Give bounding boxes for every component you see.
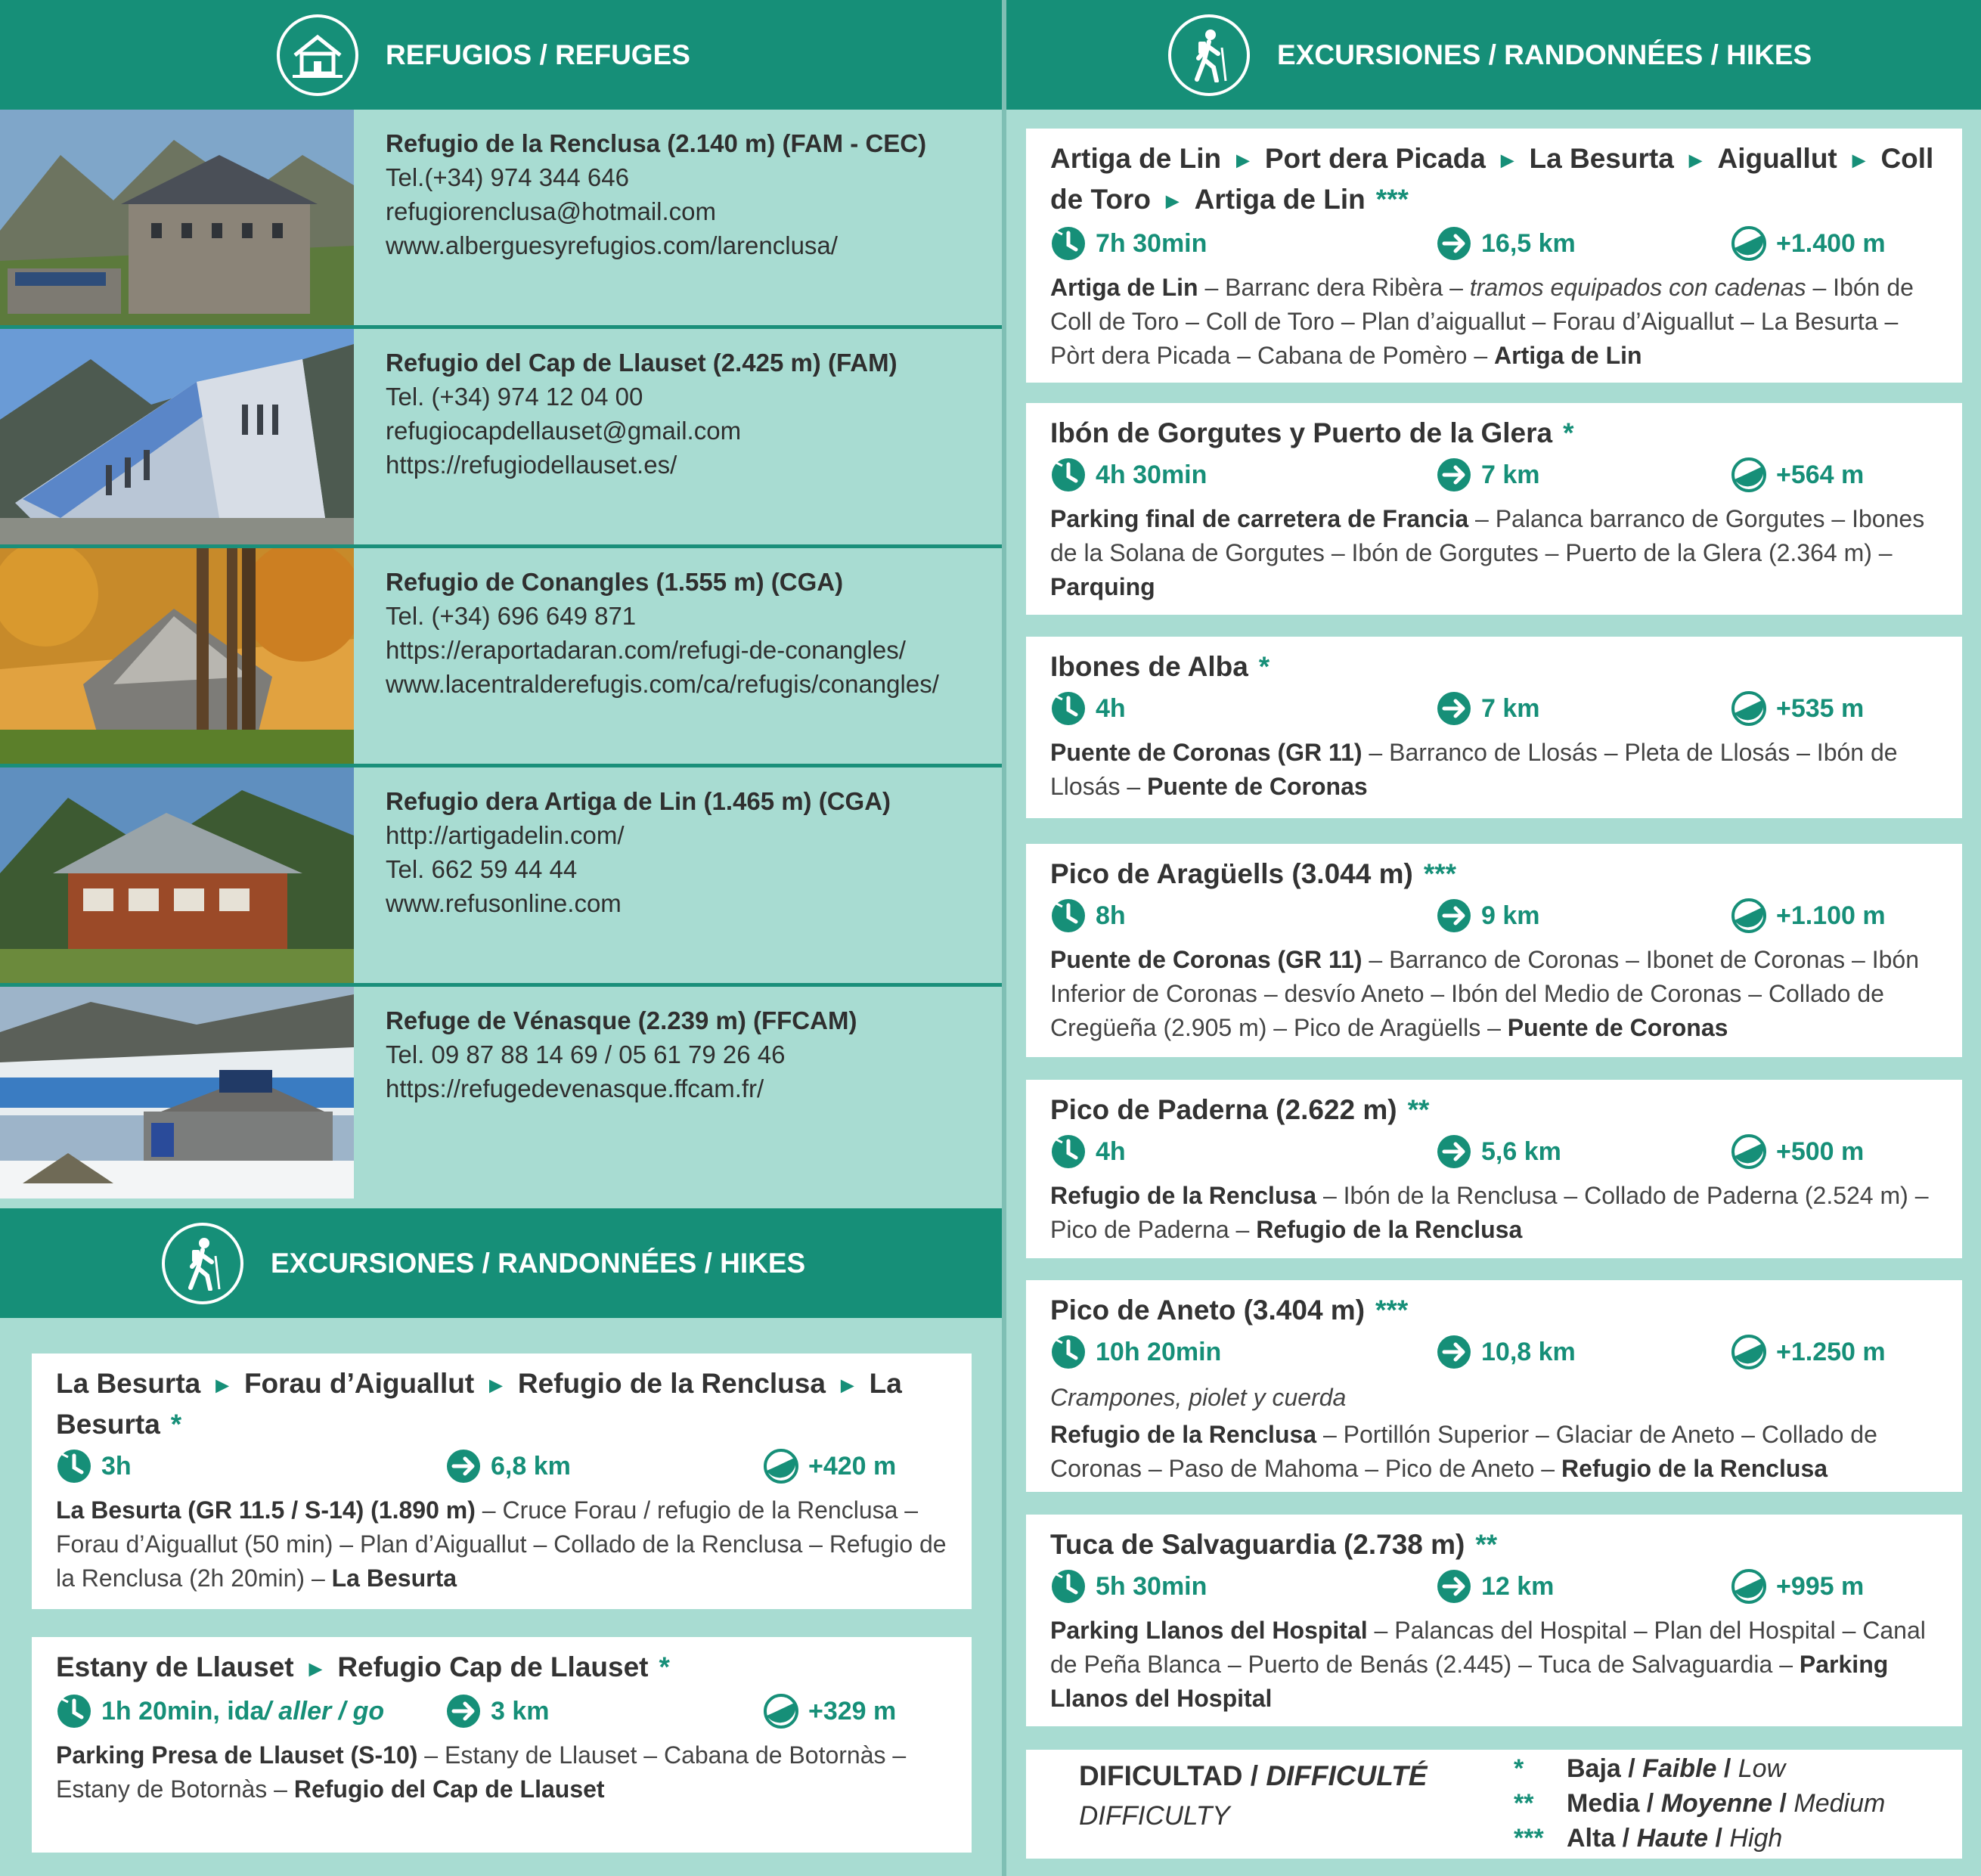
refuge-entry [0, 329, 1002, 544]
title-stop: Artiga de Lin [1194, 184, 1366, 215]
refuge-contact-line[interactable]: www.lacentralderefugis.com/ca/refugis/conangles/ [386, 670, 939, 698]
hike-stats [1050, 1568, 1938, 1611]
title-stop: Pico de Aragüells (3.044 m) [1050, 858, 1413, 889]
hike-time: 3h [56, 1448, 132, 1484]
hike-time: 4h [1050, 690, 1126, 727]
hike-card [1026, 1280, 1962, 1492]
refuge-name: Refugio de Conangles (1.555 m) (CGA) [386, 568, 844, 596]
hike-distance: 7 km [1436, 457, 1540, 493]
difficulty-stars: ** [1475, 1529, 1498, 1560]
hike-time: 4h 30min [1050, 457, 1207, 493]
right-hikes-title: EXCURSIONES / RANDONNÉES / HIKES [1277, 39, 1812, 70]
difficulty-level: * Baja / Faible / Low [1514, 1754, 1786, 1783]
route-arrow-icon: ► [1496, 148, 1519, 173]
right-hikes-header [1006, 0, 1981, 110]
title-stop: La Besurta [56, 1368, 902, 1440]
hike-card [1026, 637, 1962, 818]
hike-route: Puente de Coronas (GR 11) – Barranco de Llosás – Pleta de Llosás – Ibón de Llosás – Puente de Coronas [1050, 739, 1898, 800]
difficulty-level: *** Alta / Haute / High [1514, 1824, 1783, 1853]
elevation-gauge-icon [1731, 1133, 1767, 1170]
title-stop: Pico de Aneto (3.404 m) [1050, 1295, 1366, 1326]
difficulty-stars: * [170, 1409, 182, 1440]
hike-stats [1050, 1334, 1938, 1376]
refuge-contact-line[interactable]: Tel. 09 87 88 14 69 / 05 61 79 26 46 [386, 1040, 786, 1068]
refuges-header [0, 0, 1002, 110]
hike-title [1050, 1090, 1938, 1129]
difficulty-stars: *** [1375, 184, 1409, 215]
difficulty-stars: *** [1514, 1824, 1544, 1853]
refuge-contact-line[interactable]: https://eraportadaran.com/refugi-de-conangles/ [386, 636, 906, 664]
hike-elevation: +1.400 m [1731, 225, 1886, 262]
hike-card [1026, 844, 1962, 1057]
elevation-gauge-icon [1731, 690, 1767, 727]
refuge-photo [0, 329, 354, 544]
refuge-contact-line[interactable]: www.refusonline.com [386, 889, 622, 917]
title-stop: La Besurta [1529, 143, 1674, 174]
hike-stats [1050, 898, 1938, 940]
distance-arrow-icon [1436, 225, 1472, 262]
distance-arrow-icon [1436, 457, 1472, 493]
route-arrow-icon: ► [835, 1373, 859, 1398]
difficulty-level: ** Media / Moyenne / Medium [1514, 1789, 1886, 1818]
refuge-name: Refugio dera Artiga de Lin (1.465 m) (CGA) [386, 787, 891, 815]
title-stop: Ibón de Gorgutes y Puerto de la Glera [1050, 417, 1553, 448]
refuge-contact-line[interactable]: Tel. 662 59 44 44 [386, 855, 578, 883]
refuge-info [386, 1003, 991, 1105]
refuge-contact-line[interactable]: Tel. (+34) 696 649 871 [386, 602, 637, 630]
title-stop: Pico de Paderna (2.622 m) [1050, 1094, 1397, 1125]
title-stop: Coll de Toro [1050, 143, 1934, 215]
clock-icon [1050, 1133, 1087, 1170]
hike-route: Parking Presa de Llauset (S-10) – Estany de Llauset – Cabana de Botornàs – Estany de Botornàs – Refugio del Cap de Llauset [56, 1741, 907, 1803]
hike-distance: 10,8 km [1436, 1334, 1576, 1370]
hike-title [1050, 1291, 1938, 1329]
hike-time: 7h 30min [1050, 225, 1207, 262]
hike-elevation: +1.250 m [1731, 1334, 1886, 1370]
route-arrow-icon: ► [1684, 148, 1707, 173]
hike-route: La Besurta (GR 11.5 / S-14) (1.890 m) – Cruce Forau / refugio de la Renclusa – Forau d’Aiguallut (50 min) – Plan d’Aiguallut – Collado de la Renclusa – Refugio de la Renclusa (2h 20min) – La Besurta [56, 1496, 947, 1592]
hike-title [1050, 1525, 1938, 1564]
distance-arrow-icon [1436, 690, 1472, 727]
elevation-gauge-icon [1731, 1568, 1767, 1605]
hike-distance: 6,8 km [445, 1448, 571, 1484]
elevation-gauge-icon [1731, 1334, 1767, 1370]
hiker-icon [1168, 14, 1250, 96]
hike-stats [56, 1448, 947, 1490]
hike-stats [1050, 457, 1938, 499]
hike-route: Refugio de la Renclusa – Portillón Superior – Glaciar de Aneto – Collado de Coronas – Paso de Mahoma – Pico de Aneto – Refugio de la Renclusa [1050, 1421, 1877, 1482]
distance-arrow-icon [1436, 1133, 1472, 1170]
difficulty-stars: *** [1423, 858, 1457, 889]
refuge-info [386, 346, 991, 482]
elevation-gauge-icon [1731, 457, 1767, 493]
hike-card [32, 1637, 972, 1853]
difficulty-stars: * [1514, 1754, 1524, 1783]
hike-route: Refugio de la Renclusa – Ibón de la Renclusa – Collado de Paderna (2.524 m) – Pico de Paderna – Refugio de la Renclusa [1050, 1182, 1929, 1243]
refuges-title: REFUGIOS / REFUGES [386, 39, 690, 70]
hike-time: 8h [1050, 898, 1126, 934]
hike-time: 4h [1050, 1133, 1126, 1170]
distance-arrow-icon [1436, 1568, 1472, 1605]
refuge-contact-line[interactable]: refugiorenclusa@hotmail.com [386, 197, 717, 225]
difficulty-title: DIFICULTAD / DIFFICULTÉ [1079, 1760, 1428, 1791]
hike-elevation: +1.100 m [1731, 898, 1886, 934]
hiker-icon [162, 1223, 243, 1304]
hike-card [1026, 403, 1962, 615]
difficulty-stars: ** [1407, 1094, 1430, 1125]
hike-title [56, 1648, 947, 1688]
route-arrow-icon: ► [1847, 148, 1871, 173]
route-arrow-icon: ► [1232, 148, 1254, 173]
refuge-name: Refugio de la Renclusa (2.140 m) (FAM - CEC) [386, 129, 927, 157]
refuge-entry [0, 110, 1002, 325]
hike-time: 5h 30min [1050, 1568, 1207, 1605]
hike-card [1026, 1515, 1962, 1726]
hike-route: Artiga de Lin – Barranc dera Ribèra – tramos equipados con cadenas – Ibón de Coll de Toro – Coll de Toro – Plan d’aiguallut – Forau d’Aiguallut – La Besurta – Pòrt dera Picada – Cabana de Pomèro – Artiga de Lin [1050, 274, 1914, 369]
title-stop: La Besurta [56, 1368, 201, 1399]
title-stop: Artiga de Lin [1050, 143, 1222, 174]
hike-title [1050, 647, 1938, 686]
refuge-contact-line[interactable]: Tel. (+34) 974 12 04 00 [386, 383, 643, 411]
hike-distance: 3 km [445, 1693, 550, 1729]
refuge-entry [0, 548, 1002, 764]
title-stop: Refugio de la Renclusa [517, 1368, 826, 1399]
refuge-info [386, 784, 991, 920]
clock-icon [1050, 690, 1087, 727]
refuge-photo [0, 110, 354, 325]
hike-route: Parking Llanos del Hospital – Palancas del Hospital – Plan del Hospital – Canal de Peña Blanca – Puerto de Benás (2.445) – Tuca de Salvaguardia – Parking Llanos del Hospital [1050, 1617, 1926, 1712]
clock-icon [1050, 1568, 1087, 1605]
refuge-contact-line[interactable]: refugiocapdellauset@gmail.com [386, 417, 742, 445]
hike-stats [1050, 690, 1938, 733]
difficulty-stars: * [1563, 417, 1574, 448]
refuge-contact-line[interactable]: Tel.(+34) 974 344 646 [386, 163, 629, 191]
difficulty-subtitle: DIFFICULTY [1079, 1801, 1230, 1831]
refuge-contact-line[interactable]: www.alberguesyrefugios.com/larenclusa/ [386, 231, 838, 259]
hike-elevation: +564 m [1731, 457, 1864, 493]
hike-elevation: +420 m [763, 1448, 896, 1484]
hike-route: Puente de Coronas (GR 11) – Barranco de Coronas – Ibonet de Coronas – Ibón Inferior de Coronas – desvío Aneto – Ibón del Medio de Coronas – Collado de Cregüeña (2.905 m) – Pico de Aragüells – Puente de Coronas [1050, 946, 1920, 1041]
distance-arrow-icon [1436, 898, 1472, 934]
hike-elevation: +995 m [1731, 1568, 1864, 1605]
refuge-photo [0, 548, 354, 764]
title-stop: Port dera Picada [1264, 143, 1486, 174]
hike-title [1050, 854, 1938, 893]
refuge-info [386, 126, 991, 262]
distance-arrow-icon [445, 1448, 482, 1484]
hike-distance: 5,6 km [1436, 1133, 1561, 1170]
hike-distance: 9 km [1436, 898, 1540, 934]
refuge-entry [0, 767, 1002, 983]
title-stop: Ibones de Alba [1050, 651, 1248, 682]
refuge-name: Refugio del Cap de Llauset (2.425 m) (FAM) [386, 349, 897, 377]
refuge-contact-line[interactable]: https://refugiodellauset.es/ [386, 451, 677, 479]
hike-stats [1050, 1133, 1938, 1176]
refuge-contact-line[interactable]: http://artigadelin.com/ [386, 821, 625, 849]
hike-distance: 7 km [1436, 690, 1540, 727]
hike-time: 1h 20min, ida / aller / go [56, 1693, 384, 1729]
route-arrow-icon: ► [485, 1373, 507, 1398]
difficulty-stars: *** [1375, 1295, 1409, 1326]
hike-title [1050, 139, 1938, 221]
refuge-name: Refuge de Vénasque (2.239 m) (FFCAM) [386, 1006, 857, 1034]
route-arrow-icon: ► [304, 1657, 327, 1682]
route-arrow-icon: ► [211, 1373, 234, 1398]
clock-icon [1050, 225, 1087, 262]
title-stop: Refugio Cap de Llauset [337, 1651, 649, 1682]
hike-stats [1050, 225, 1938, 268]
elevation-gauge-icon [763, 1448, 799, 1484]
distance-arrow-icon [445, 1693, 482, 1729]
route-arrow-icon: ► [1161, 189, 1184, 214]
hike-elevation: +535 m [1731, 690, 1864, 727]
refuge-contact-line[interactable]: https://refugedevenasque.ffcam.fr/ [386, 1074, 764, 1102]
hike-note: Crampones, piolet y cuerda [1050, 1384, 1347, 1411]
hike-title [56, 1364, 947, 1443]
hike-title [1050, 414, 1938, 452]
refuge-entry [0, 987, 1002, 1198]
hike-time: 10h 20min [1050, 1334, 1221, 1370]
clock-icon [56, 1693, 92, 1729]
left-hikes-title: EXCURSIONES / RANDONNÉES / HIKES [271, 1247, 806, 1279]
refuge-hut-icon [277, 14, 358, 96]
left-hikes-header [0, 1208, 1002, 1318]
difficulty-stars: ** [1514, 1789, 1534, 1818]
hike-card [32, 1354, 972, 1609]
hike-elevation: +329 m [763, 1693, 896, 1729]
hike-distance: 16,5 km [1436, 225, 1576, 262]
refuge-photo [0, 987, 354, 1198]
elevation-gauge-icon [763, 1693, 799, 1729]
distance-arrow-icon [1436, 1334, 1472, 1370]
title-stop: Tuca de Salvaguardia (2.738 m) [1050, 1529, 1465, 1560]
hike-card [1026, 129, 1962, 383]
elevation-gauge-icon [1731, 898, 1767, 934]
clock-icon [1050, 457, 1087, 493]
refuge-info [386, 565, 991, 701]
title-stop: Estany de Llauset [56, 1651, 294, 1682]
clock-icon [1050, 898, 1087, 934]
time-extra: / aller / go [264, 1696, 385, 1726]
elevation-gauge-icon [1731, 225, 1767, 262]
clock-icon [56, 1448, 92, 1484]
hike-distance: 12 km [1436, 1568, 1554, 1605]
hike-route: Parking final de carretera de Francia – Palanca barranco de Gorgutes – Ibones de la Solana de Gorgutes – Ibón de Gorgutes – Puerto de la Glera (2.364 m) – Parquing [1050, 505, 1925, 600]
difficulty-legend [1026, 1750, 1962, 1859]
hike-stats [56, 1693, 947, 1735]
title-stop: Forau d’Aiguallut [243, 1368, 475, 1399]
difficulty-stars: * [659, 1651, 670, 1682]
hike-card [1026, 1080, 1962, 1258]
title-stop: Aiguallut [1717, 143, 1837, 174]
hike-elevation: +500 m [1731, 1133, 1864, 1170]
difficulty-stars: * [1258, 651, 1270, 682]
clock-icon [1050, 1334, 1087, 1370]
refuge-photo [0, 767, 354, 983]
